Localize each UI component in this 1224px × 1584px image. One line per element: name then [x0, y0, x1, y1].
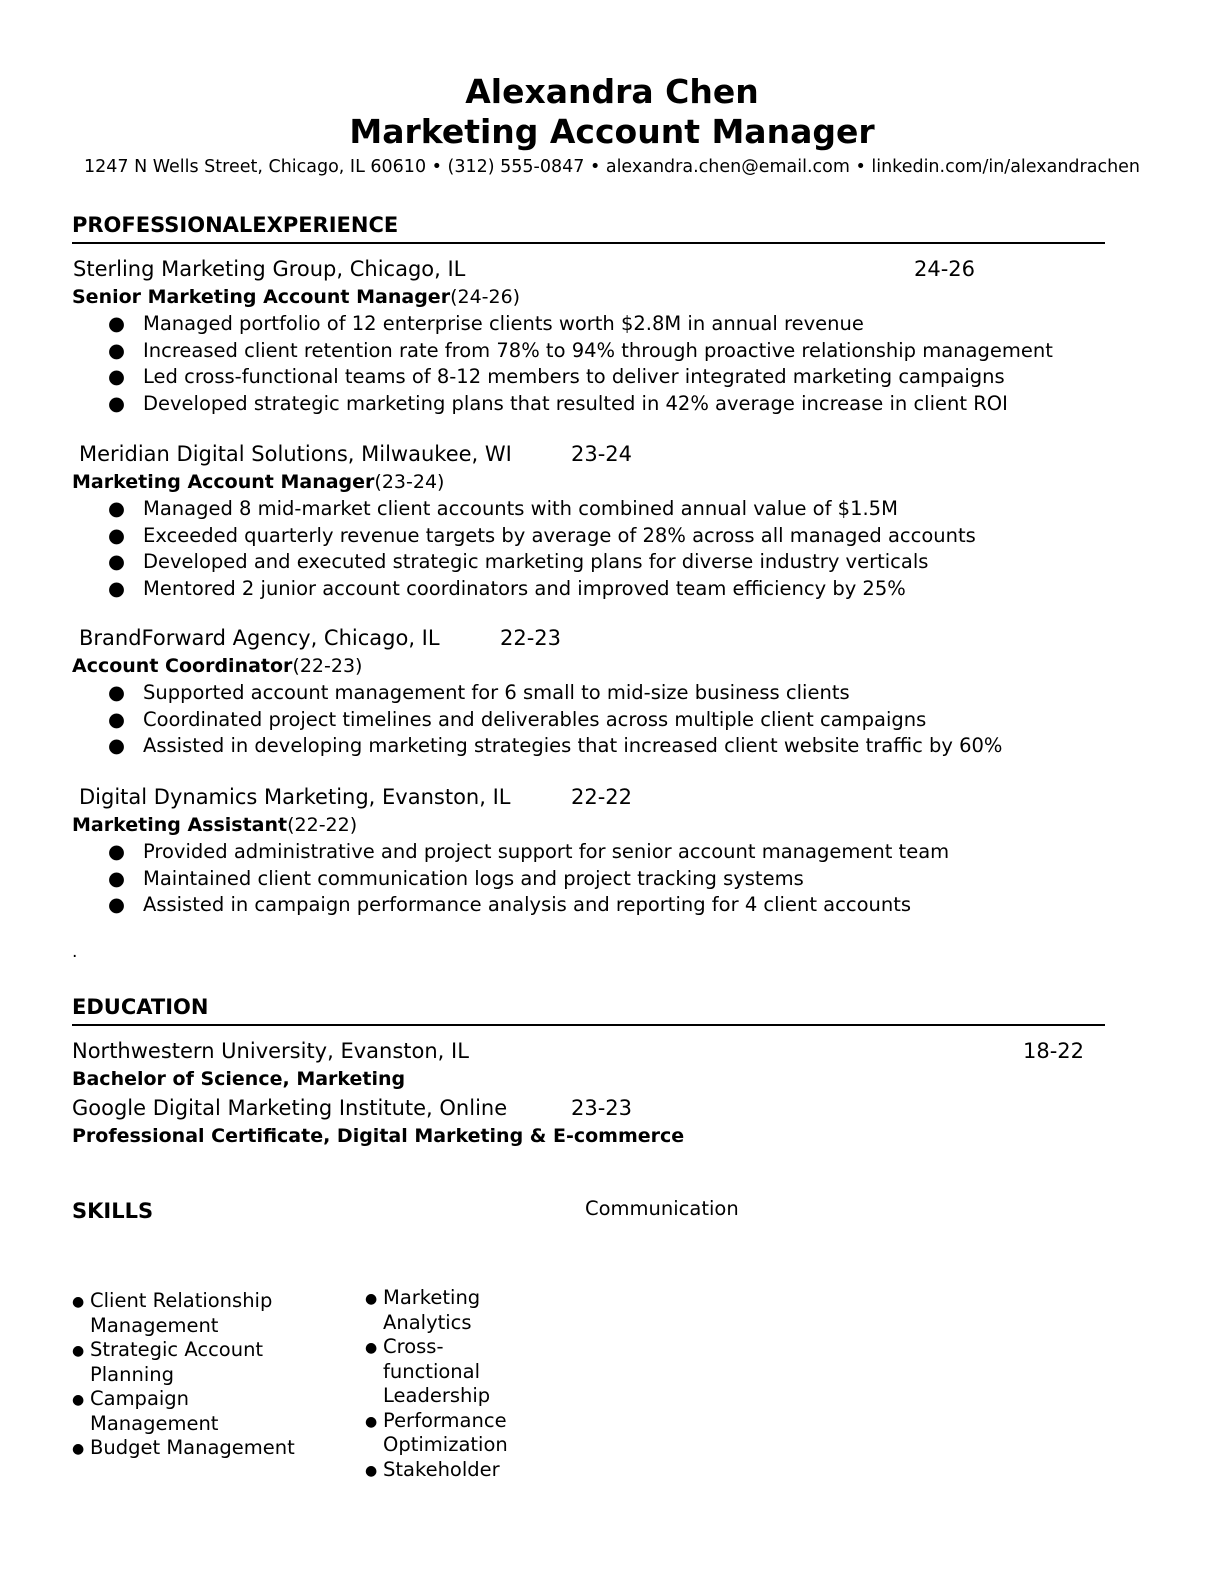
list-item: ● Maintained client communication logs and project tracking systems: [108, 866, 949, 893]
bullet-icon: ●: [108, 312, 126, 335]
bullet-icon: ●: [108, 338, 126, 362]
job-role-title: Marketing Account Manager: [72, 471, 375, 493]
list-item: ● Budget Management: [72, 1436, 302, 1461]
list-item: ● Increased client retention rate from 78% to 94% through proactive relationship management: [108, 338, 1053, 365]
bullet-icon: ●: [108, 866, 126, 890]
bullet-icon: ●: [108, 577, 126, 601]
education-heading: EDUCATION: [72, 995, 209, 1019]
bullet-icon: ●: [108, 365, 126, 389]
school-name: Google Digital Marketing Institute, Online: [72, 1096, 508, 1120]
job-dates: 22-22: [571, 785, 633, 809]
bullet-icon: ●: [108, 550, 126, 574]
list-item: ● Client Relationship Management: [72, 1289, 273, 1337]
school-name: Northwestern University, Evanston, IL: [72, 1039, 469, 1063]
bullet-icon: ●: [365, 1340, 378, 1356]
bullet-icon: ●: [108, 523, 126, 547]
job-bullets: [108, 496, 976, 603]
job-role-title: Account Coordinator: [72, 655, 293, 677]
list-item: ● Performance Optimization: [365, 1408, 508, 1456]
list-item: ● Developed strategic marketing plans that resulted in 42% average increase in client ROI: [108, 391, 1053, 418]
skills-heading: SKILLS: [72, 1199, 154, 1223]
stray-period: .: [72, 942, 78, 962]
bullet-icon: ●: [108, 497, 126, 520]
bullet-icon: ●: [108, 840, 126, 863]
bullet-icon: ●: [108, 392, 126, 416]
job-employer: BrandForward Agency, Chicago, IL: [79, 626, 440, 650]
list-item: ● Mentored 2 junior account coordinators and improved team efficiency by 25%: [108, 576, 976, 603]
job-bullets: [108, 839, 949, 919]
education-divider: [72, 1024, 1105, 1026]
list-item: ● Assisted in campaign performance analysis and reporting for 4 client accounts: [108, 892, 949, 919]
list-item: ● Assisted in developing marketing strategies that increased client website traffic by 60%: [108, 733, 1002, 760]
bullet-icon: ●: [108, 734, 126, 758]
contact-line: 1247 N Wells Street, Chicago, IL 60610 • (312) 555-0847 • alexandra.chen@email.com • linkedin.com/in/alexandrachen: [83, 157, 1141, 177]
list-item: ● Led cross-functional teams of 8-12 members to deliver integrated marketing campaigns: [108, 364, 1053, 391]
bullet-icon: ●: [365, 1291, 378, 1307]
school-dates: 23-23: [571, 1096, 633, 1120]
bullet-icon: ●: [72, 1343, 85, 1359]
bullet-icon: ●: [108, 681, 126, 704]
skills-column-1: [72, 1289, 302, 1461]
bullet-icon: ●: [72, 1441, 85, 1457]
experience-heading: PROFESSIONALEXPERIENCE: [72, 213, 399, 237]
bullet-icon: ●: [365, 1413, 378, 1430]
job-role: [72, 285, 520, 309]
job-role-dates: (24-26): [450, 286, 521, 308]
job-role: [72, 654, 362, 678]
job-dates: 22-23: [500, 626, 562, 650]
list-item: ● Managed portfolio of 12 enterprise clients worth $2.8M in annual revenue: [108, 311, 1053, 338]
job-role: [72, 470, 444, 494]
degree: Bachelor of Science, Marketing: [72, 1068, 406, 1090]
list-item: ● Exceeded quarterly revenue targets by average of 28% across all managed accounts: [108, 523, 976, 550]
degree: Professional Certificate, Digital Marketing & E-commerce: [72, 1125, 685, 1147]
list-item: ● Developed and executed strategic marketing plans for diverse industry verticals: [108, 549, 976, 576]
list-item: ● Strategic Account Planning: [72, 1338, 264, 1386]
candidate-name: Alexandra Chen: [465, 72, 759, 111]
experience-divider: [72, 242, 1105, 244]
list-item: ● Coordinated project timelines and deliverables across multiple client campaigns: [108, 707, 1002, 734]
list-item: ● Supported account management for 6 small to mid-size business clients: [108, 680, 1002, 707]
job-employer: Meridian Digital Solutions, Milwaukee, WI: [79, 442, 512, 466]
bullet-icon: ●: [72, 1294, 85, 1310]
bullet-icon: ●: [108, 893, 126, 917]
candidate-title: Marketing Account Manager: [349, 112, 875, 151]
list-item: ● Provided administrative and project support for senior account management team: [108, 839, 949, 866]
job-role-title: Marketing Assistant: [72, 814, 288, 836]
bullet-icon: ●: [108, 707, 126, 731]
list-item: ● Managed 8 mid-market client accounts with combined annual value of $1.5M: [108, 496, 976, 523]
job-employer: Digital Dynamics Marketing, Evanston, IL: [79, 785, 511, 809]
job-bullets: [108, 680, 1002, 760]
job-role-dates: (22-22): [287, 814, 358, 836]
bullet-icon: ●: [365, 1462, 378, 1479]
job-bullets: [108, 311, 1053, 418]
job-role-dates: (23-24): [374, 471, 445, 493]
job-role: [72, 813, 357, 837]
list-item: ● Stakeholder: [365, 1458, 505, 1483]
list-item: ● Campaign Management: [72, 1387, 219, 1435]
list-item: ● Cross-functional Leadership: [365, 1335, 491, 1407]
skills-column-2: [365, 1286, 508, 1482]
job-dates: 24-26: [914, 257, 976, 281]
school-dates: 18-22: [1023, 1039, 1085, 1063]
list-item: ● Marketing Analytics: [365, 1286, 481, 1334]
job-dates: 23-24: [571, 442, 633, 466]
job-role-dates: (22-23): [292, 655, 363, 677]
job-role-title: Senior Marketing Account Manager: [72, 286, 451, 308]
skills-floating-label: Communication: [585, 1197, 739, 1220]
bullet-icon: ●: [72, 1392, 85, 1408]
job-employer: Sterling Marketing Group, Chicago, IL: [73, 257, 466, 281]
